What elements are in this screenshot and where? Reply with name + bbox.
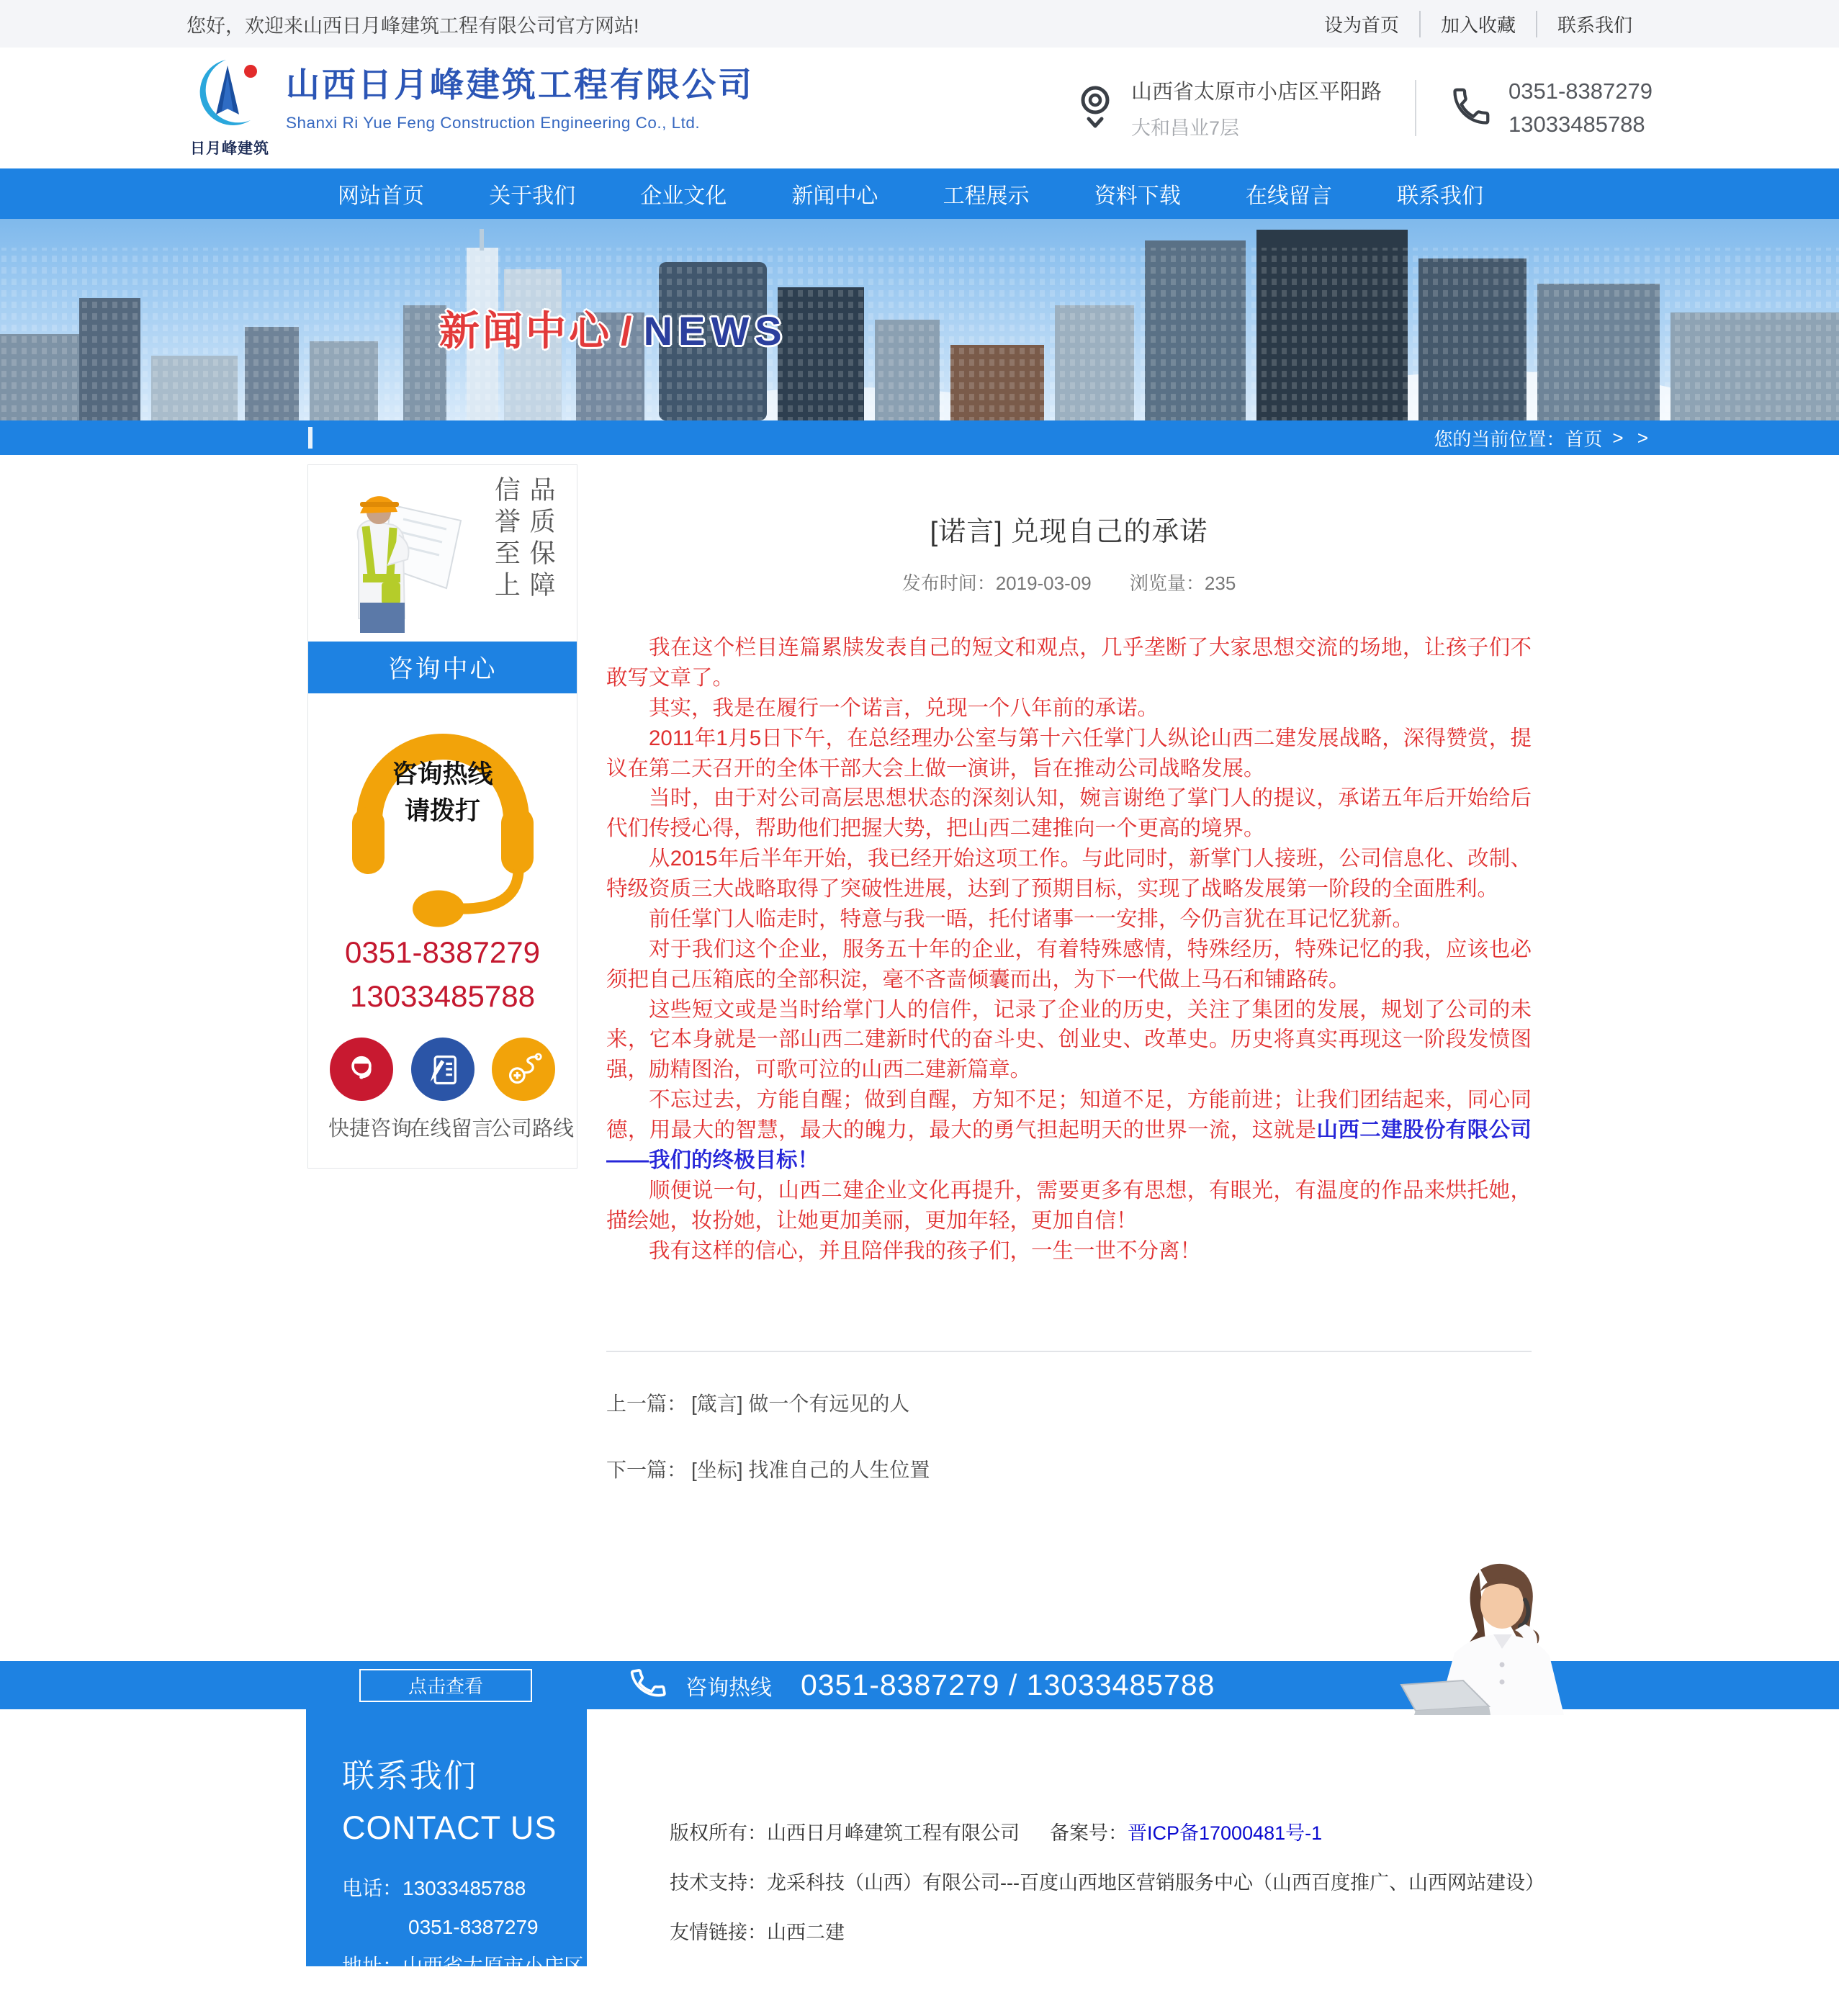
breadcrumb-prefix: 您的当前位置： <box>1434 428 1565 450</box>
copyright-line: 版权所有： 山西日月峰建筑工程有限公司 备案号： 晋ICP备17000481号-1 <box>670 1817 1545 1845</box>
logo-icon <box>186 58 273 158</box>
icp-link[interactable]: 晋ICP备17000481号-1 <box>1128 1822 1323 1845</box>
header-phones <box>1449 78 1653 138</box>
nav-culture[interactable]: 企业文化 <box>640 184 727 208</box>
breadcrumb <box>186 420 1653 455</box>
breadcrumb-arrows: > > <box>1612 426 1653 449</box>
brand-text <box>286 58 754 132</box>
banner-title <box>439 300 788 357</box>
address-line1: 山西省太原市小店区平阳路 <box>1131 81 1382 104</box>
paragraph: 不忘过去，方能自醒；做到自醒，方知不足；知道不足，方能前进；让我们团结起来，同心同德，用最大的智慧，最大的魄力，最大的勇气担起明天的世界一流，这就是山西二建股份有限公司——我们的终极目标！ <box>606 1088 1532 1172</box>
nav-home[interactable]: 网站首页 <box>338 184 424 208</box>
support-line: 技术支持： 龙采科技（山西）有限公司---百度山西地区营销服务中心（山西百度推广、山西网站建设） <box>670 1872 1545 1894</box>
nav-projects[interactable]: 工程展示 <box>943 184 1030 208</box>
breadcrumb-bar <box>0 420 1839 455</box>
article-meta <box>606 569 1532 595</box>
quality-slogan-col2: 信誉至上 <box>491 476 521 603</box>
footer-info <box>670 1817 1545 1966</box>
top-links <box>1304 11 1653 37</box>
top-bar <box>0 0 1839 48</box>
company-name-en: Shanxi Ri Yue Feng Construction Engineering Co., Ltd. <box>286 113 701 132</box>
hotline-line2: 请拨打 <box>404 796 480 825</box>
worker-image <box>318 474 469 633</box>
footer-contact-box <box>306 1709 587 2016</box>
breadcrumb-home-link[interactable]: 首页 <box>1565 428 1603 450</box>
paragraph: 这些短文或是当时给掌门人的信件，记录了企业的历史，关注了集团的发展，规划了公司的未来，它本身就是一部山西二建新时代的奋斗史、创业史、改革史。历史将真实再现这一阶段发愤图强，励精图治，可歌可泣的山西二建新篇章。 <box>606 997 1532 1082</box>
footer-contact-title-en: CONTACT US <box>342 1809 557 1847</box>
footer-contact-title-cn: 联系我们 <box>342 1758 478 1795</box>
publish-date: 发布时间：2019-03-09 <box>901 572 1092 594</box>
quick-route-label: 公司路线 <box>490 1117 575 1140</box>
nav-contact[interactable]: 联系我们 <box>1396 184 1483 208</box>
hotline-text <box>335 757 551 830</box>
route-icon <box>492 1038 555 1101</box>
banner <box>0 219 1839 420</box>
footer <box>0 1709 1839 2016</box>
paragraph: 前任掌门人临走时，特意与我一晤，托付诸事一一安排，今仍言犹在耳记忆犹新。 <box>649 906 1414 931</box>
footer-phone-line2: 0351-8387279 <box>408 1916 539 1939</box>
next-article-link[interactable]: 下一篇： [坐标] 找准自己的人生位置 <box>606 1459 930 1482</box>
header-contact <box>1075 76 1653 140</box>
location-pin-icon <box>1075 83 1115 134</box>
paragraph: 我在这个栏目连篇累牍发表自己的短文和观点，几乎垄断了大家思想交流的场地，让孩子们不敢写文章了。 <box>606 636 1532 690</box>
footer-address-line2: 平阳路大和昌业7层 <box>408 1994 581 2016</box>
quick-consult-label: 快捷咨询 <box>328 1117 413 1140</box>
banner-title-en: NEWS <box>643 308 788 354</box>
sidebar-phone1: 0351-8387279 <box>345 935 540 969</box>
logo-badge-text: 日月峰建筑 <box>190 140 269 157</box>
article-title: [诺言] 兑现自己的承诺 <box>930 517 1208 547</box>
quick-links <box>308 1019 577 1149</box>
add-favorite-link[interactable]: 加入收藏 <box>1419 11 1536 37</box>
set-homepage-link[interactable]: 设为首页 <box>1323 14 1399 36</box>
quick-route[interactable] <box>490 1038 575 1142</box>
article-body <box>606 633 1532 1266</box>
company-name-cn: 山西日月峰建筑工程有限公司 <box>286 65 754 104</box>
article-pagination <box>606 1351 1532 1483</box>
paragraph: 从2015年后半年开始，我已经开始这项工作。与此同时，新掌门人接班，公司信息化、改制、特级资质三大战略取得了突破性进展，达到了预期目标，实现了战略发展第一阶段的全面胜利。 <box>606 847 1532 901</box>
friend-links-line: 友情链接： 山西二建 <box>670 1917 1545 1945</box>
message-icon <box>411 1038 475 1101</box>
sidebar-phone2: 13033485788 <box>350 978 535 1013</box>
header-divider <box>1415 80 1416 136</box>
service-lady-image <box>1394 1562 1596 1715</box>
quick-consult[interactable] <box>328 1038 413 1142</box>
cta-hotline-label: 咨询热线 <box>685 1675 772 1700</box>
main-nav <box>0 168 1839 219</box>
brand[interactable] <box>186 58 754 158</box>
nav-message[interactable]: 在线留言 <box>1245 184 1332 208</box>
header-phone2: 13033485788 <box>1508 112 1645 137</box>
friend-link[interactable]: 山西二建 <box>767 1922 845 1944</box>
consult-center-title: 咨询中心 <box>308 642 577 693</box>
nav-about[interactable]: 关于我们 <box>489 184 576 208</box>
paragraph: 对于我们这个企业，服务五十年的企业，有着特殊感情，特殊经历，特殊记忆的我，应该也必须把自己压箱底的全部积淀，毫不吝啬倾囊而出，为下一代做上马石和铺路砖。 <box>606 937 1532 991</box>
quick-consult-icon <box>330 1038 393 1101</box>
banner-title-divider: / <box>621 308 635 354</box>
sidebar-phones <box>308 931 577 1019</box>
sidebar-photo-block <box>308 465 577 642</box>
nav-downloads[interactable]: 资料下载 <box>1094 184 1181 208</box>
nav-news[interactable]: 新闻中心 <box>791 184 878 208</box>
banner-title-cn: 新闻中心 <box>439 308 612 354</box>
hotline-line1: 咨询热线 <box>392 760 493 788</box>
cta-bar <box>0 1661 1839 1709</box>
paragraph: 顺便说一句，山西二建企业文化再提升，需要更多有思想，有眼光，有温度的作品来烘托她，描绘她，妆扮她，让她更加美丽，更加年轻，更加自信！ <box>606 1178 1532 1233</box>
click-to-view-button[interactable]: 点击查看 <box>359 1669 532 1702</box>
welcome-text: 您好，欢迎来山西日月峰建筑工程有限公司官方网站! <box>186 14 639 37</box>
address-line2: 大和昌业7层 <box>1131 117 1240 139</box>
site-header <box>0 48 1839 168</box>
quality-slogan-col1: 品质保障 <box>526 476 556 603</box>
view-count: 浏览量：235 <box>1129 572 1236 594</box>
contact-us-link[interactable]: 联系我们 <box>1536 11 1653 37</box>
quick-message-label: 在线留言 <box>409 1117 493 1140</box>
paragraph: 我有这样的信心，并且陪伴我的孩子们，一生一世不分离！ <box>649 1238 1202 1263</box>
paragraph: 当时，由于对公司高层思想状态的深刻认知，婉言谢绝了掌门人的提议，承诺五年后开始给后代们传授心得，帮助他们把握大势，把山西二建推向一个更高的境界。 <box>606 786 1532 841</box>
paragraph: 2011年1月5日下午，在总经理办公室与第十六任掌门人纵论山西二建发展战略，深得赞赏，提议在第二天召开的全体干部大会上做一演讲，旨在推动公司战略发展。 <box>606 726 1532 780</box>
footer-address-line1: 地址： 山西省太原市小店区 <box>342 1955 585 1978</box>
content <box>307 455 1532 1564</box>
quality-slogan <box>488 476 558 631</box>
quick-message[interactable] <box>409 1038 493 1142</box>
article <box>606 464 1532 1521</box>
paragraph: 其实，我是在履行一个诺言，兑现一个八年前的承诺。 <box>649 696 1159 720</box>
phone-icon <box>1449 85 1493 132</box>
header-phone1: 0351-8387279 <box>1508 78 1653 104</box>
banner-skyline-image <box>0 219 1839 420</box>
cta-hotline-numbers: 0351-8387279 / 13033485788 <box>801 1668 1215 1702</box>
cta-phone-icon <box>629 1665 667 1706</box>
footer-phone-line1: 电话： 13033485788 <box>342 1877 526 1900</box>
sidebar <box>307 464 577 1169</box>
hotline-block <box>335 712 551 928</box>
prev-article-link[interactable]: 上一篇： [箴言] 做一个有远见的人 <box>606 1392 910 1416</box>
header-address <box>1075 76 1382 140</box>
